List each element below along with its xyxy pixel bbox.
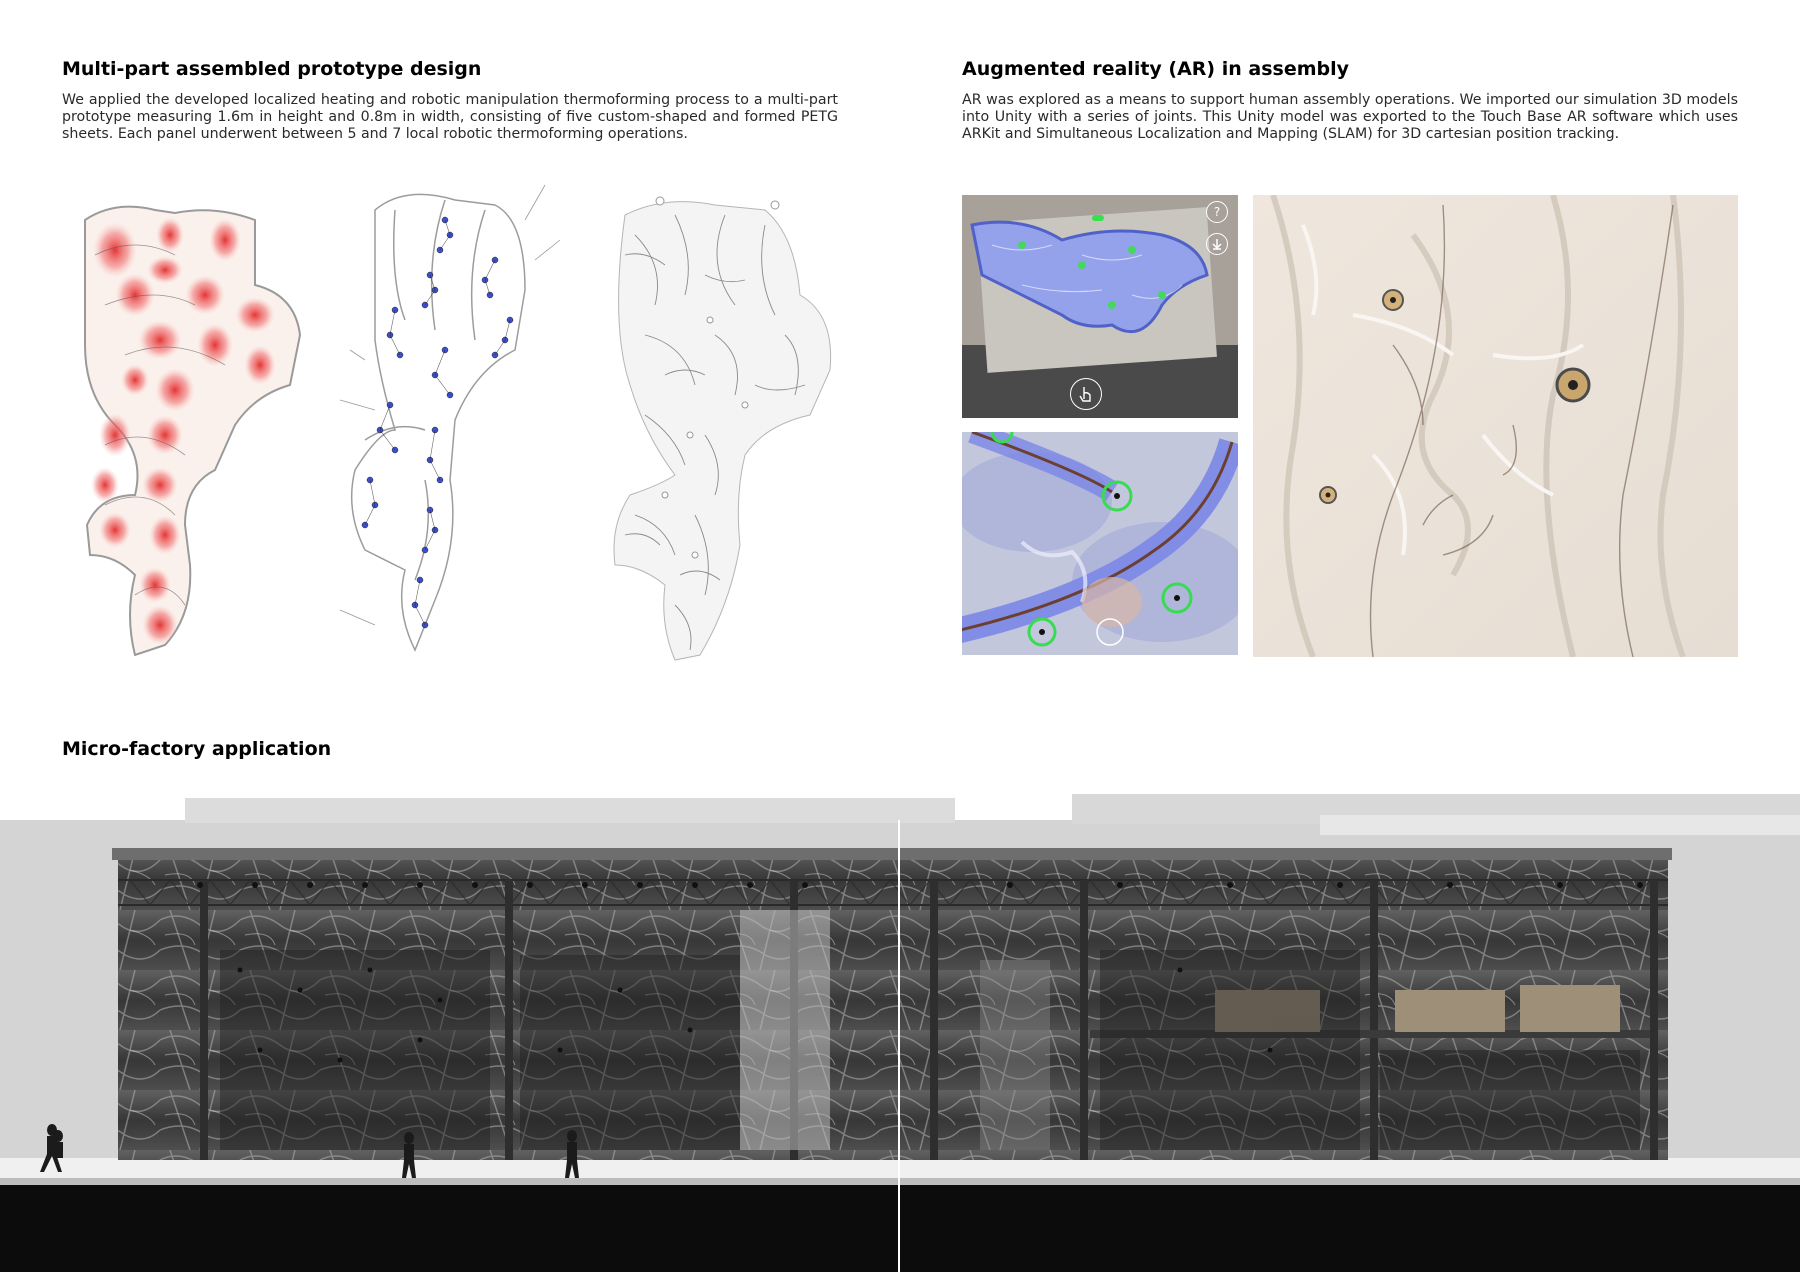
prototype-photo (1253, 195, 1738, 657)
help-icon[interactable]: ? (1206, 201, 1228, 223)
ar-closeup-photo (962, 432, 1238, 655)
factory-title: Micro-factory application (62, 738, 332, 760)
ar-tablet-overview-photo (962, 195, 1238, 418)
ar-title: Augmented reality (AR) in assembly (962, 58, 1350, 80)
download-icon[interactable] (1206, 233, 1228, 255)
simulation-diagram (605, 195, 840, 665)
micro-factory-render (0, 790, 1800, 1272)
robot-path-diagram (335, 180, 580, 670)
ar-description: AR was explored as a means to support human assembly operations. We imported our simulation 3D models into Unity with a series of joints. This Unity model was exported to the Touch Base AR software which uses ARKit and Simultaneous Localization and Mapping (SLAM) for 3D cartesian position tracking. (962, 92, 1738, 142)
touch-icon[interactable] (1070, 378, 1102, 410)
prototype-title: Multi-part assembled prototype design (62, 58, 482, 80)
heatmap-diagram (75, 195, 315, 665)
prototype-description: We applied the developed localized heating and robotic manipulation thermoforming process to a multi-part prototype measuring 1.6m in height and 0.8m in width, consisting of five custom-shaped and formed PETG sheets. Each panel underwent between 5 and 7 local robotic thermoforming operations. (62, 92, 838, 142)
